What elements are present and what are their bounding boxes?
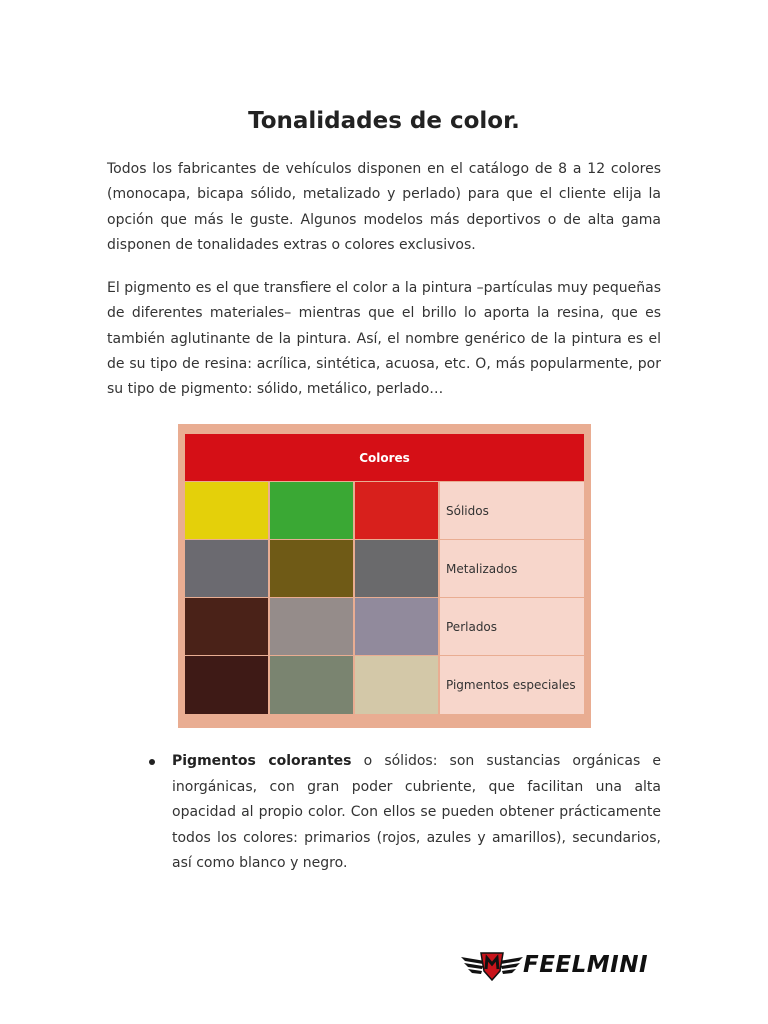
table-row: [185, 656, 584, 714]
color-swatch: [185, 482, 268, 539]
table-row: [185, 598, 584, 655]
color-swatch: [185, 598, 268, 655]
list-item: [147, 749, 661, 877]
color-swatch: [355, 656, 438, 714]
row-label: Metalizados: [440, 540, 584, 597]
table-row: [185, 540, 584, 597]
color-swatch: [355, 540, 438, 597]
row-label: Pigmentos especiales: [440, 656, 584, 714]
bullet-text: o sólidos: son sustancias orgánicas e inorgánicas, con gran poder cubriente, que facilitan una alta opacidad al propio color. Con ellos se pueden obtener prácticamente todos los colores: primarios (rojos, azules y amarillos), secundarios, así como blanco y negro.: [172, 753, 661, 871]
logo-text: FEELMINI: [523, 952, 649, 978]
color-swatch: [185, 656, 268, 714]
bullet-term: Pigmentos colorantes: [172, 753, 352, 769]
table-header: Colores: [185, 434, 584, 481]
table-row: [185, 482, 584, 539]
winged-m-icon: [459, 947, 525, 983]
color-swatch: [270, 482, 353, 539]
color-swatch: [355, 598, 438, 655]
row-label: Sólidos: [440, 482, 584, 539]
bullet-list: [147, 749, 661, 877]
paragraph-intro: Todos los fabricantes de vehículos disponen en el catálogo de 8 a 12 colores (monocapa, bicapa sólido, metalizado y perlado) para que el cliente elija la opción que más le guste. Algunos modelos más deportivos o de alta gama disponen de tonalidades extras o colores exclusivos.: [107, 161, 661, 253]
paragraph-pigment: El pigmento es el que transfiere el color a la pintura –partículas muy pequeñas de diferentes materiales– mientras que el brillo lo aporta la resina, que es también aglutinante de la pintura. Así, el nombre genérico de la pintura es el de su tipo de resina: acrílica, sintética, acuosa, etc. O, más popularmente, por su tipo de pigmento: sólido, metálico, perlado…: [107, 280, 661, 398]
bullet-icon: [149, 759, 155, 765]
row-label: Perlados: [440, 598, 584, 655]
color-swatch: [270, 540, 353, 597]
color-swatch: [355, 482, 438, 539]
color-swatch: [270, 598, 353, 655]
color-swatch: [270, 656, 353, 714]
color-table: [178, 424, 591, 728]
color-swatch: [185, 540, 268, 597]
page-title: Tonalidades de color.: [248, 108, 520, 134]
brand-logo: [459, 945, 664, 985]
